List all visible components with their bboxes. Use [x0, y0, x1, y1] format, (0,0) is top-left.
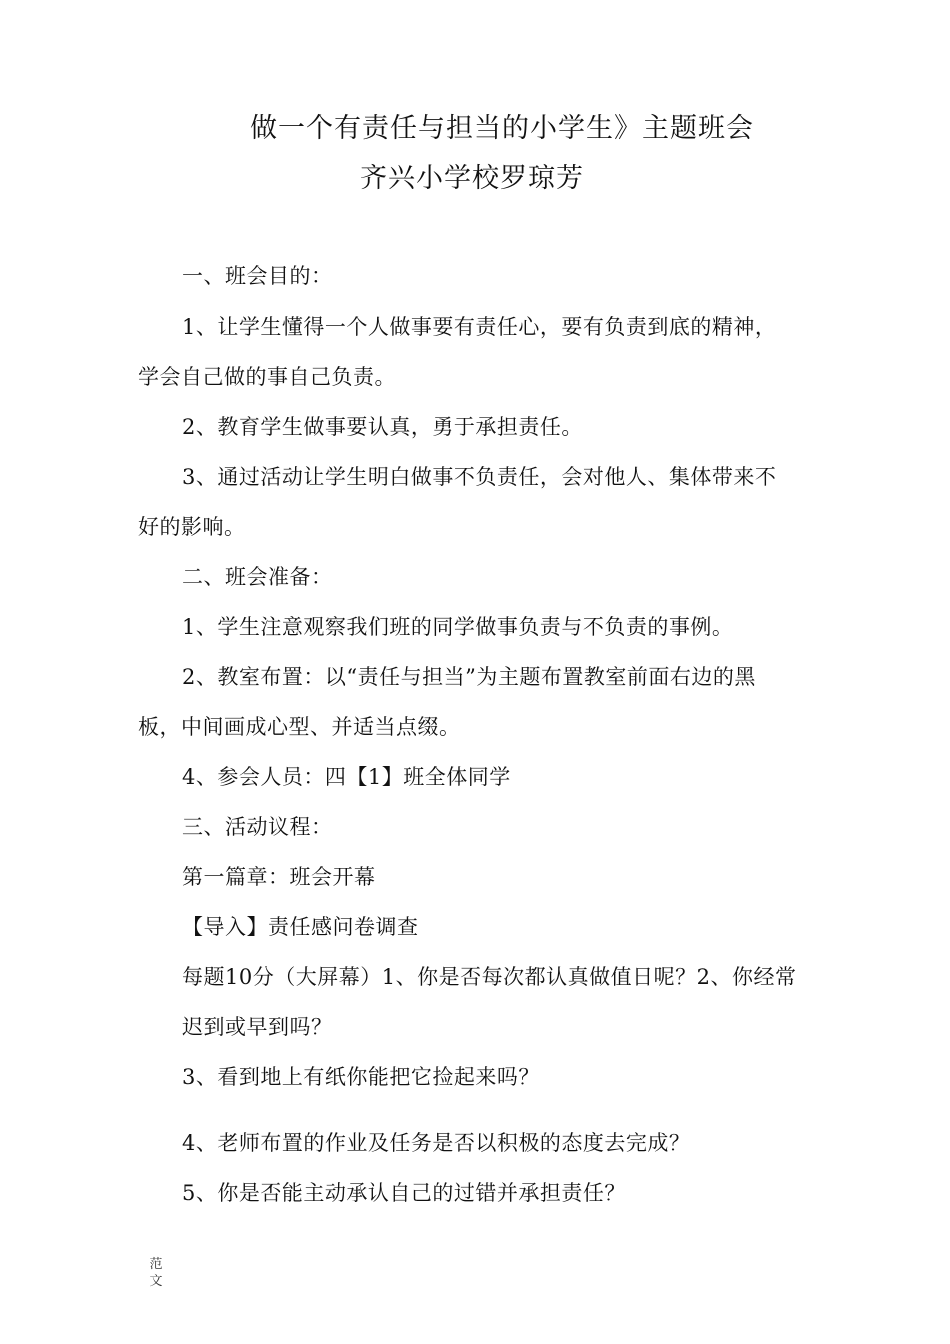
paragraph-line: 4、老师布置的作业及任务是否以积极的态度去完成？ — [182, 1131, 691, 1155]
paragraph-line: 【导入】责任感问卷调查 — [182, 915, 419, 939]
paragraph-line: 第一篇章：班会开幕 — [182, 865, 376, 889]
paragraph-line: 4、参会人员：四【1】班全体同学 — [182, 765, 511, 789]
paragraph-line: 学会自己做的事自己负责。 — [138, 365, 396, 389]
paragraph-line: 板，中间画成心型、并适当点缀。 — [138, 715, 461, 739]
paragraph-line: 2、教室布置：以“责任与担当”为主题布置教室前面右边的黑 — [182, 665, 756, 689]
paragraph-line: 1、学生注意观察我们班的同学做事负责与不负责的事例。 — [182, 615, 734, 639]
paragraph-line: 5、你是否能主动承认自己的过错并承担责任？ — [182, 1181, 626, 1205]
paragraph-line: 每题10分（大屏幕）1、你是否每次都认真做值日呢？2、你经常 — [182, 965, 797, 989]
paragraph-line: 1、让学生懂得一个人做事要有责任心，要有负责到底的精神， — [182, 315, 777, 339]
page-footer-label: 范文 — [149, 1257, 163, 1289]
paragraph-line: 3、看到地上有纸你能把它捡起来吗？ — [182, 1065, 540, 1089]
section-heading-preparation: 二、班会准备： — [182, 565, 333, 589]
section-heading-purpose: 一、班会目的： — [182, 264, 333, 288]
section-heading-agenda: 三、活动议程： — [182, 815, 333, 839]
document-title: 做一个有责任与担当的小学生》主题班会 — [250, 113, 754, 144]
paragraph-line: 好的影响。 — [138, 515, 246, 539]
paragraph-line: 3、通过活动让学生明白做事不负责任，会对他人、集体带来不 — [182, 465, 777, 489]
paragraph-line: 迟到或早到吗？ — [182, 1015, 333, 1039]
paragraph-line: 2、教育学生做事要认真，勇于承担责任。 — [182, 415, 583, 439]
document-author: 齐兴小学校罗琼芳 — [360, 163, 584, 194]
